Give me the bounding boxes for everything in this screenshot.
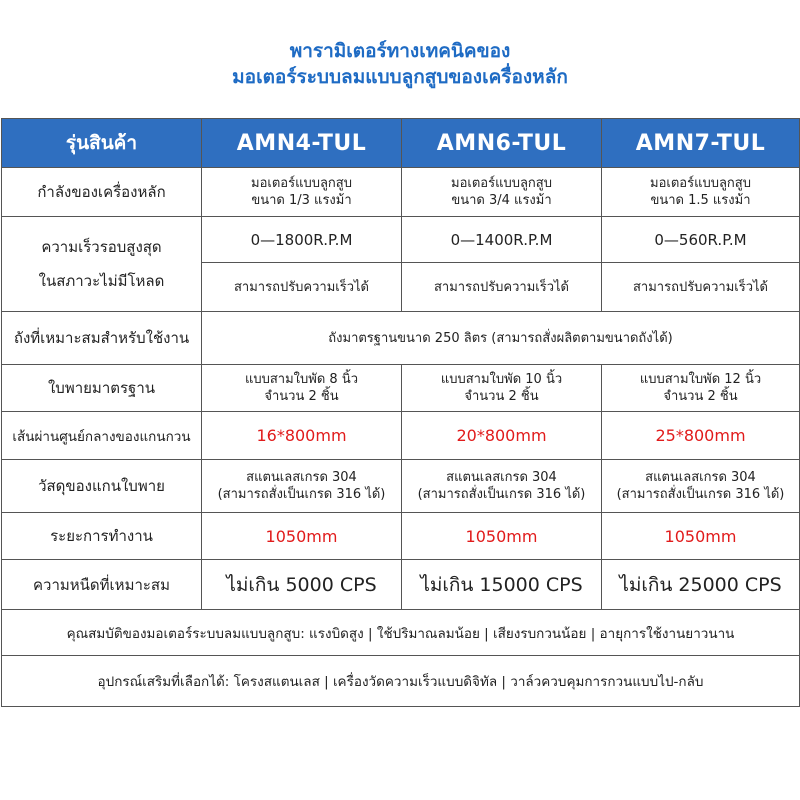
speed-adjust: สามารถปรับความเร็วได้ <box>602 263 800 312</box>
stroke-row <box>2 513 800 560</box>
header-label: รุ่นสินค้า <box>2 119 202 168</box>
power-value: มอเตอร์แบบลูกสูบ ขนาด 1.5 แรงม้า <box>602 168 800 217</box>
power-value: มอเตอร์แบบลูกสูบ ขนาด 1/3 แรงม้า <box>202 168 402 217</box>
page-title-line2: มอเตอร์ระบบลมแบบลูกสูบของเครื่องหลัก <box>232 66 568 88</box>
accessories-row <box>2 656 800 707</box>
model-amn4: AMN4-TUL <box>202 119 402 168</box>
shaft-diameter-value: 20*800mm <box>402 412 602 460</box>
blade-row <box>2 365 800 412</box>
viscosity-row <box>2 560 800 610</box>
model-amn7: AMN7-TUL <box>602 119 800 168</box>
shaft-material-value: สแตนเลสเกรด 304 (สามารถสั่งเป็นเกรด 316 ได้) <box>602 460 800 513</box>
shaft-material-value: สแตนเลสเกรด 304 (สามารถสั่งเป็นเกรด 316 ได้) <box>202 460 402 513</box>
shaft-diameter-row <box>2 412 800 460</box>
tank-value: ถังมาตรฐานขนาด 250 ลิตร (สามารถสั่งผลิตตามขนาดถังได้) <box>202 312 800 365</box>
speed-value: 0—1400R.P.M <box>402 217 602 263</box>
viscosity-label: ความหนืดที่เหมาะสม <box>2 560 202 610</box>
viscosity-value: ไม่เกิน 5000 CPS <box>202 560 402 610</box>
speed-adjust: สามารถปรับความเร็วได้ <box>202 263 402 312</box>
shaft-diameter-value: 16*800mm <box>202 412 402 460</box>
blade-value: แบบสามใบพัด 12 นิ้ว จำนวน 2 ชิ้น <box>602 365 800 412</box>
stroke-value: 1050mm <box>602 513 800 560</box>
power-value: มอเตอร์แบบลูกสูบ ขนาด 3/4 แรงม้า <box>402 168 602 217</box>
viscosity-value: ไม่เกิน 25000 CPS <box>602 560 800 610</box>
shaft-diameter-value: 25*800mm <box>602 412 800 460</box>
shaft-material-row <box>2 460 800 513</box>
blade-value: แบบสามใบพัด 10 นิ้ว จำนวน 2 ชิ้น <box>402 365 602 412</box>
stroke-label: ระยะการทำงาน <box>2 513 202 560</box>
spec-table <box>1 118 800 707</box>
features-row <box>2 610 800 656</box>
stroke-value: 1050mm <box>402 513 602 560</box>
stroke-value: 1050mm <box>202 513 402 560</box>
shaft-material-label: วัสดุของแกนใบพาย <box>2 460 202 513</box>
tank-row <box>2 312 800 365</box>
blade-label: ใบพายมาตรฐาน <box>2 365 202 412</box>
features-note: คุณสมบัติของมอเตอร์ระบบลมแบบลูกสูบ: แรงบิดสูง | ใช้ปริมาณลมน้อย | เสียงรบกวนน้อย | อายุการใช้งานยาวนาน <box>2 610 800 656</box>
shaft-diameter-label: เส้นผ่านศูนย์กลางของแกนกวน <box>2 412 202 460</box>
accessories-note: อุปกรณ์เสริมที่เลือกได้: โครงสแตนเลส | เครื่องวัดความเร็วแบบดิจิทัล | วาล์วควบคุมการกวนแบบไป-กลับ <box>2 656 800 707</box>
speed-value: 0—560R.P.M <box>602 217 800 263</box>
blade-value: แบบสามใบพัด 8 นิ้ว จำนวน 2 ชิ้น <box>202 365 402 412</box>
model-amn6: AMN6-TUL <box>402 119 602 168</box>
tank-label: ถังที่เหมาะสมสำหรับใช้งาน <box>2 312 202 365</box>
speed-value: 0—1800R.P.M <box>202 217 402 263</box>
header-row <box>2 119 800 168</box>
speed-adjust: สามารถปรับความเร็วได้ <box>402 263 602 312</box>
page-title-line1: พารามิเตอร์ทางเทคนิคของ <box>289 40 511 62</box>
power-label: กำลังของเครื่องหลัก <box>2 168 202 217</box>
shaft-material-value: สแตนเลสเกรด 304 (สามารถสั่งเป็นเกรด 316 ได้) <box>402 460 602 513</box>
speed-row <box>2 217 800 263</box>
power-row <box>2 168 800 217</box>
viscosity-value: ไม่เกิน 15000 CPS <box>402 560 602 610</box>
speed-label: ความเร็วรอบสูงสุด ในสภาวะไม่มีโหลด <box>2 217 202 312</box>
